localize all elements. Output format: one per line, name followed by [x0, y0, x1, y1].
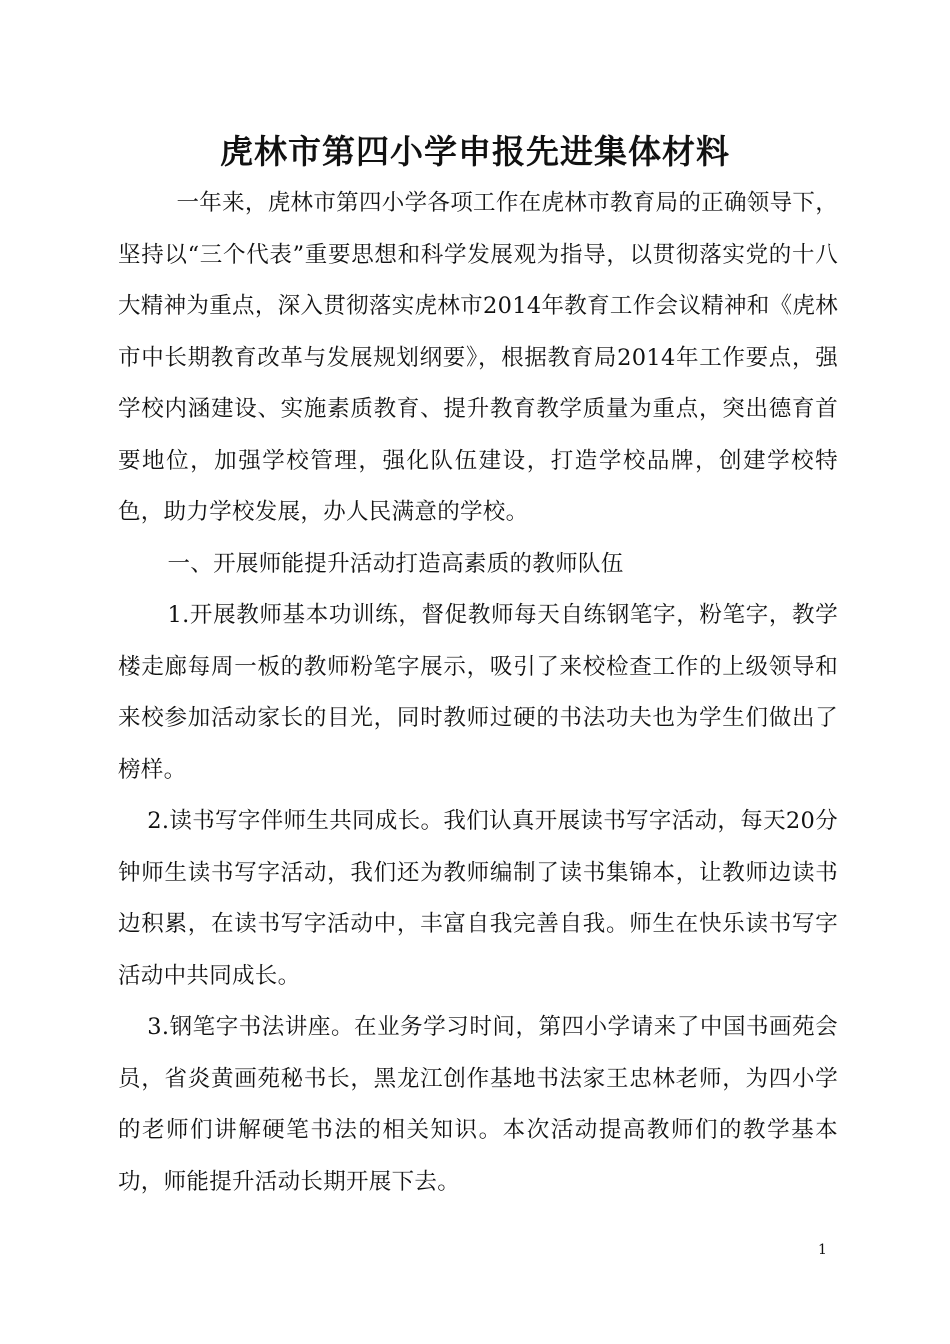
list-item-paragraph: 3.钢笔字书法讲座。在业务学习时间，第四小学请来了中国书画苑会员，省炎黄画苑秘书长，黑龙江创作基地书法家王忠林老师，为四小学的老师们讲解硬笔书法的相关知识。本次活动提高教师们的教学基本功，师能提升活动长期开展下去。: [118, 1014, 838, 1195]
list-item-paragraph: 2.读书写字伴师生共同成长。我们认真开展读书写字活动，每天20分钟师生读书写字活动，我们还为教师编制了读书集锦本，让教师边读书边积累，在读书写字活动中，丰富自我完善自我。师生在快乐读书写字活动中共同成长。: [118, 808, 838, 989]
section-heading: 一、开展师能提升活动打造高素质的教师队伍: [167, 550, 624, 577]
document-body: [118, 178, 838, 1208]
document-title: 虎林市第四小学申报先进集体材料: [220, 132, 730, 171]
intro-paragraph: 一年来，虎林市第四小学各项工作在虎林市教育局的正确领导下，坚持以“三个代表”重要思想和科学发展观为指导，以贯彻落实党的十八大精神为重点，深入贯彻落实虎林市2014年教育工作会议精神和《虎林市中长期教育改革与发展规划纲要》，根据教育局2014年工作要点，强学校内涵建设、实施素质教育、提升教育教学质量为重点，突出德育首要地位，加强学校管理，强化队伍建设，打造学校品牌，创建学校特色，助力学校发展，办人民满意的学校。: [118, 190, 838, 525]
list-item-paragraph: 1.开展教师基本功训练，督促教师每天自练钢笔字，粉笔字，教学楼走廊每周一板的教师粉笔字展示，吸引了来校检查工作的上级领导和来校参加活动家长的目光，同时教师过硬的书法功夫也为学生们做出了榜样。: [118, 602, 838, 783]
page-number: 1: [818, 1242, 827, 1258]
